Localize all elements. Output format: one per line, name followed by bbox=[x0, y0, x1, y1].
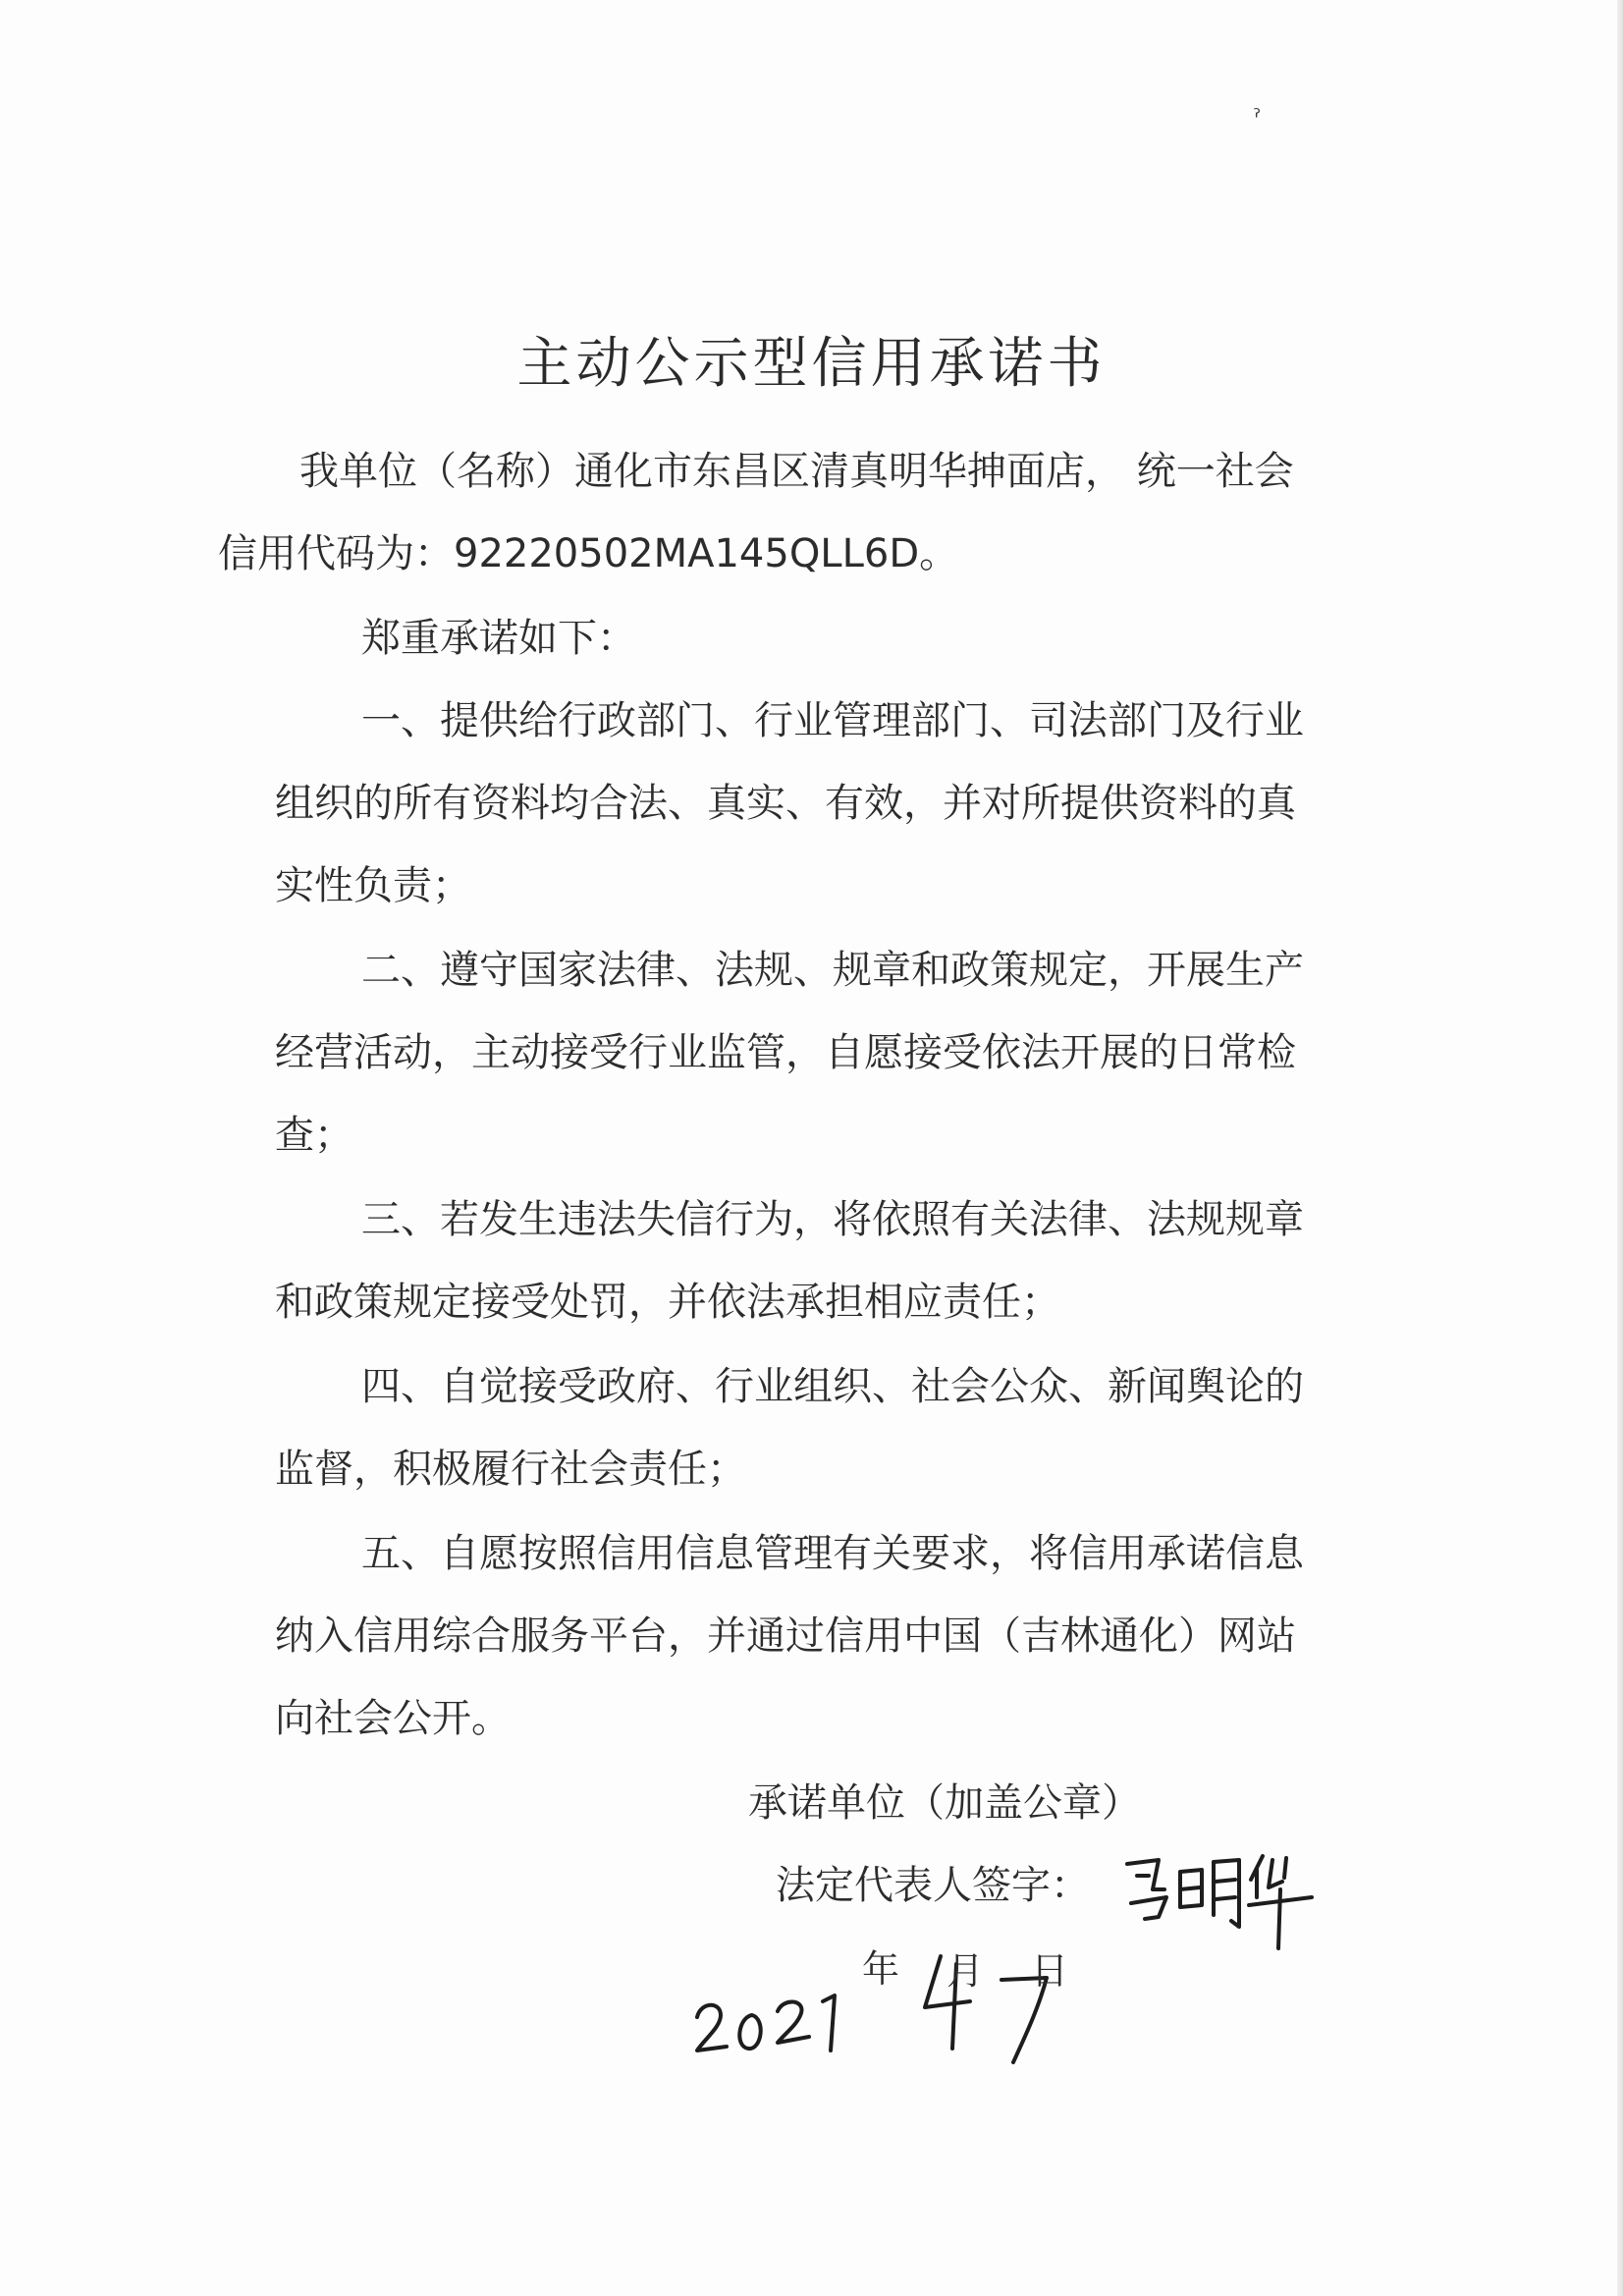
legal-rep-label: 法定代表人签字： bbox=[776, 1863, 1090, 1908]
item-2-line-3: 查； bbox=[275, 1113, 353, 1158]
item-3-line-2: 和政策规定接受处罚，并依法承担相应责任； bbox=[275, 1280, 1060, 1325]
intro-line-2: 信用代码为：92220502MA145QLL6D。 bbox=[218, 531, 959, 576]
commitment-lead: 郑重承诺如下： bbox=[361, 616, 636, 661]
item-1-line-1: 一、提供给行政部门、行业管理部门、司法部门及行业 bbox=[361, 698, 1304, 743]
day-label: 日 bbox=[1031, 1949, 1069, 1993]
item-2-line-2: 经营活动，主动接受行业监管，自愿接受依法开展的日常检 bbox=[275, 1030, 1296, 1075]
item-3-line-1: 三、若发生违法失信行为，将依照有关法律、法规规章 bbox=[361, 1197, 1304, 1242]
item-1-line-3: 实性负责； bbox=[275, 863, 471, 908]
item-4-line-2: 监督，积极履行社会责任； bbox=[275, 1447, 746, 1492]
commitment-unit-label: 承诺单位（加盖公章） bbox=[748, 1780, 1141, 1826]
document-title: 主动公示型信用承诺书 bbox=[516, 332, 1107, 396]
intro-line-1: 我单位（名称）通化市东昌区清真明华抻面店， 统一社会 bbox=[299, 449, 1294, 494]
item-5-line-3: 向社会公开。 bbox=[275, 1696, 511, 1741]
item-5-line-2: 纳入信用综合服务平台，并通过信用中国（吉林通化）网站 bbox=[275, 1613, 1296, 1659]
item-4-line-1: 四、自觉接受政府、行业组织、社会公众、新闻舆论的 bbox=[361, 1364, 1304, 1409]
item-2-line-1: 二、遵守国家法律、法规、规章和政策规定，开展生产 bbox=[361, 948, 1304, 993]
item-5-line-1: 五、自愿按照信用信息管理有关要求，将信用承诺信息 bbox=[361, 1531, 1304, 1576]
item-1-line-2: 组织的所有资料均合法、真实、有效，并对所提供资料的真 bbox=[275, 781, 1296, 826]
scan-speck: ˀ bbox=[1253, 106, 1262, 131]
handwritten-year bbox=[691, 1972, 868, 2060]
legal-rep-signature bbox=[1119, 1846, 1316, 1954]
month-label: 月 bbox=[947, 1949, 985, 1993]
year-label: 年 bbox=[862, 1947, 900, 1991]
